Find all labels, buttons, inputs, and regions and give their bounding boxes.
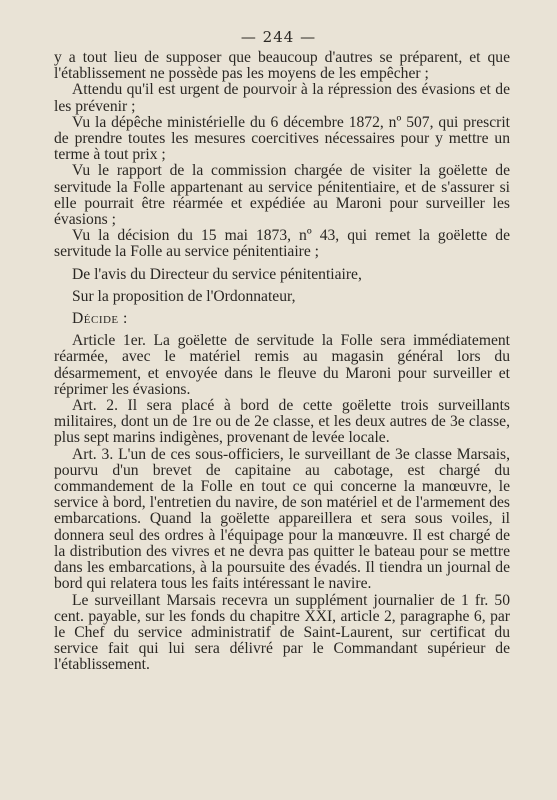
body-text [54,50,510,674]
paragraph-5: Vu la décision du 15 mai 1873, nº 43, qui remet la goëlette de servitude la Folle au service pénitentiaire ; [54,227,510,261]
article-2: Art. 2. Il sera placé à bord de cette goëlette trois surveillants militaires, dont un de 1re ou de 2e classe, et les deux autres de 3e classe, plus sept marins indigènes, provenant de levée locale. [54,397,510,447]
paragraph-3: Vu la dépêche ministérielle du 6 décembre 1872, nº 507, qui prescrit de prendre toutes les mesures coercitives nécessaires pour y mettre un terme à tout prix ; [54,113,510,164]
article-1: Article 1er. La goëlette de servitude la Folle sera immédiatement réarmée, avec le matériel remis au magasin général lors du désarmement, et envoyée dans le fleuve du Maroni pour surveiller et réprimer les évasions. [54,332,510,398]
paragraph-1: y a tout lieu de supposer que beaucoup d'autres se préparent, et que l'établissement ne possède pas les moyens de les empêcher ; [54,49,510,83]
paragraph-2: Attendu qu'il est urgent de pourvoir à la répression des évasions et de les prévenir ; [54,81,510,115]
article-3: Art. 3. L'un de ces sous-officiers, le surveillant de 3e classe Marsais, pourvu d'un brevet de capitaine au cabotage, est chargé du commandement de la Folle en tout ce qui concerne la manœuvre, le service à bord, l'entretien du navire, de son matériel et de l'armement des embarcations. Quand la goëlette appareillera et sera sous voiles, il donnera seul des ordres à l'équipage pour la manœuvre. Il est chargé de la distribution des vivres et ne devra pas quitter le bateau pour se mettre dans les embarcations, à la poursuite des évadés. Il tiendra un journal de bord qui relatera tous les faits intéressant le navire. [54,445,510,593]
paragraph-7: Sur la proposition de l'Ordonnateur, [72,287,296,305]
decision-heading: Décide : [72,310,128,328]
paragraph-4: Vu le rapport de la commission chargée de visiter la goëlette de servitude la Folle appartenant au service pénitentiaire, et de s'assurer si elle pourrait être réarmée et expédiée au Maroni pour surveiller les évasions ; [54,162,510,229]
page-number: — 244 — [240,28,317,46]
paragraph-final: Le surveillant Marsais recevra un supplément journalier de 1 fr. 50 cent. payable, sur les fonds du chapitre XXI, article 2, paragraphe 6, par le Chef du service administratif de Saint-Laurent, sur certificat du service fait qui lui sera délivré par le Commandant supérieur de l'établissement. [54,591,510,674]
paragraph-6: De l'avis du Directeur du service pénitentiaire, [72,265,362,283]
